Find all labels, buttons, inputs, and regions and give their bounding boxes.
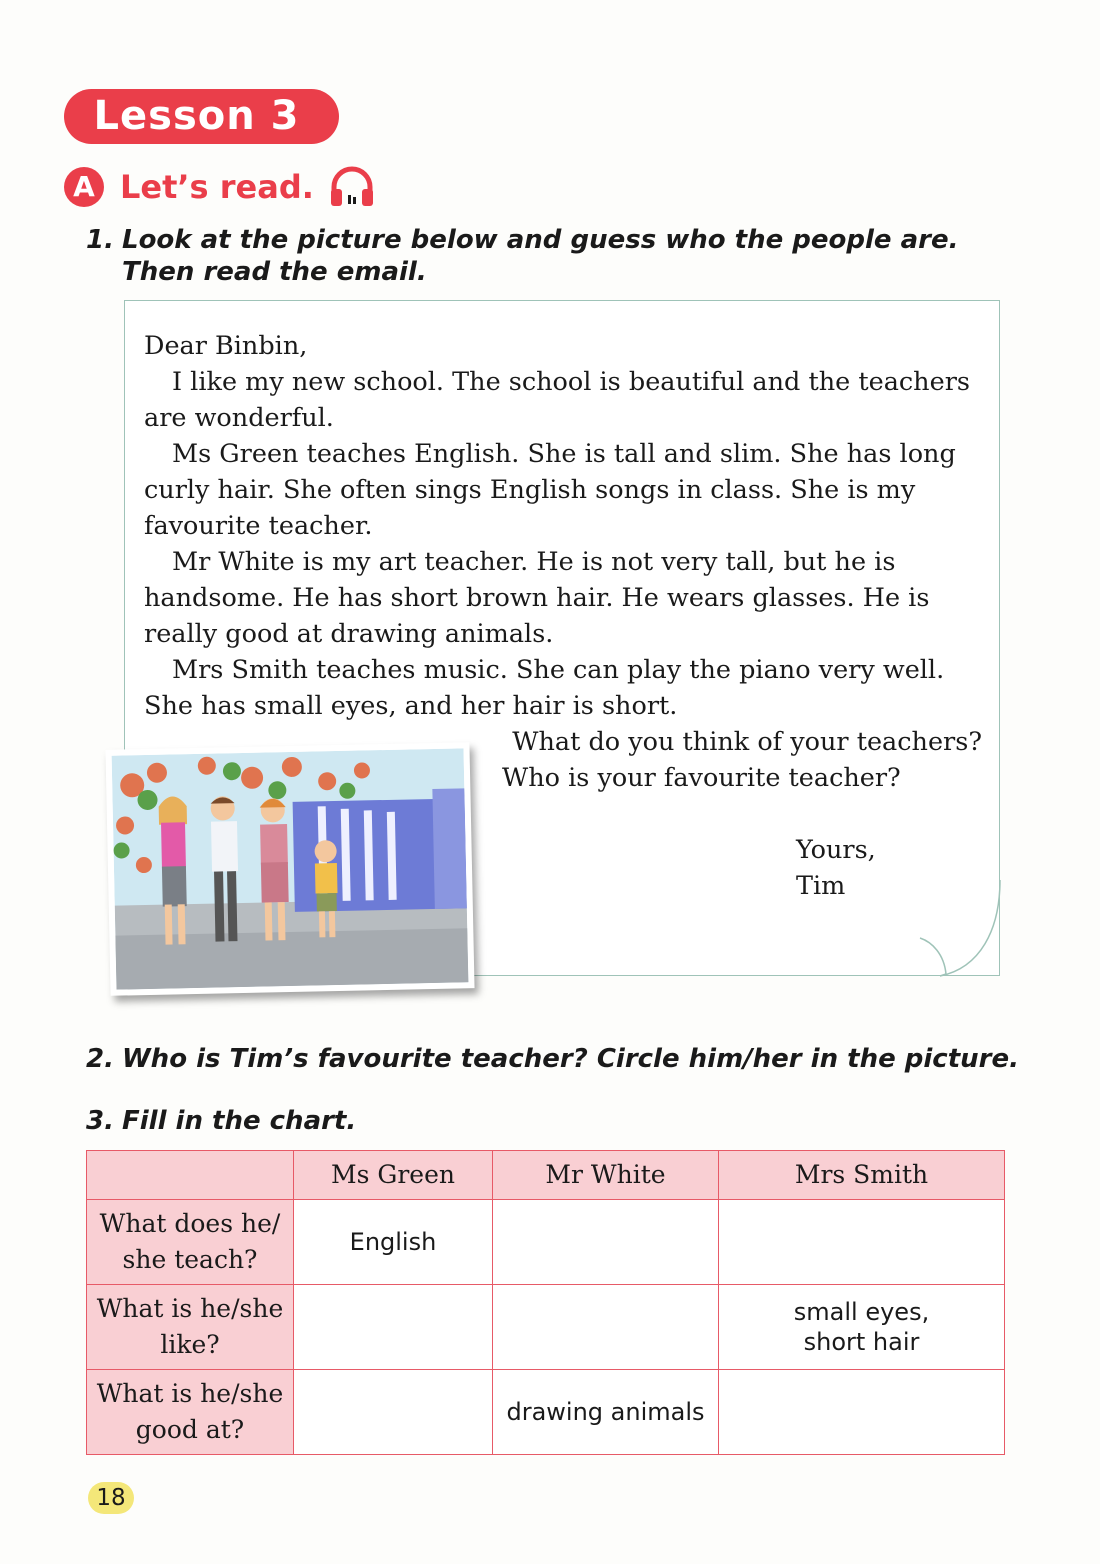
chart-row-label [87,1200,294,1285]
teachers-illustration [112,748,469,989]
chart-answer-cell[interactable] [719,1200,1005,1285]
chart-answer-cell[interactable]: drawing animals [493,1370,719,1455]
row-label-line: good at? [135,1415,245,1444]
row-label-line: What is he/she [96,1294,284,1323]
email-paragraph: Mrs Smith teaches music. She can play the piano very well. She has small eyes, and her hair is short. [144,655,945,721]
chart-answer-cell[interactable] [719,1285,1005,1370]
instruction-2 [86,1044,1019,1074]
chart-header-cell: Ms Green [294,1151,493,1200]
page-number: 18 [88,1482,134,1514]
section-title: Let’s read. [120,168,314,206]
chart-row-label [87,1285,294,1370]
teachers-picture[interactable] [105,742,474,996]
instruction-number: 2. [86,1044,114,1074]
chart-header-cell: Mrs Smith [719,1151,1005,1200]
lesson-title: Lesson 3 [64,89,339,144]
instruction-text: Look at the picture below and guess who the people are. [122,225,959,255]
chart-answer-cell[interactable]: English [294,1200,493,1285]
email-paragraph: I like my new school. The school is beautiful and the teachers are wonderful. [144,367,970,433]
row-label-line: like? [160,1330,220,1359]
row-label-line: What is he/she [96,1379,284,1408]
page-curl-decoration [910,880,1005,980]
headphones-icon[interactable] [328,165,376,209]
instruction-number: 3. [86,1106,114,1136]
instruction-text: Then read the email. [122,257,427,287]
instruction-3 [86,1106,356,1136]
answer-line: short hair [803,1328,920,1356]
chart-row [87,1285,1005,1370]
instruction-1 [86,224,959,288]
chart-answer-cell[interactable] [294,1285,493,1370]
chart-answer-cell[interactable] [294,1370,493,1455]
section-header [64,165,376,209]
answer-line: small eyes, [793,1298,930,1326]
email-paragraph: Mr White is my art teacher. He is not very tall, but he is handsome. He has short brown hair. He wears glasses. He is really good at drawing animals. [144,547,930,649]
email-paragraph: Ms Green teaches English. She is tall and slim. She has long curly hair. She often sings English songs in class. She is my favourite teacher. [144,439,956,541]
fill-in-chart [86,1150,1005,1455]
instruction-text: Fill in the chart. [122,1106,357,1136]
row-label-line: What does he/ [99,1209,281,1238]
chart-header-cell [87,1151,294,1200]
email-greeting: Dear Binbin, [144,331,308,361]
email-signoff [796,832,876,904]
chart-row [87,1370,1005,1455]
chart-answer-cell[interactable] [493,1285,719,1370]
email-question: Who is your favourite teacher? [502,763,901,793]
email-body [144,328,984,724]
email-closing: Yours, [796,835,876,865]
chart-row-label [87,1370,294,1455]
email-signature: Tim [796,871,846,901]
chart-header-cell: Mr White [493,1151,719,1200]
chart-header-row [87,1151,1005,1200]
email-question: What do you think of your teachers? [512,727,982,757]
chart-answer-cell[interactable] [719,1370,1005,1455]
instruction-number: 1. [86,225,114,255]
section-badge: A [64,167,104,207]
instruction-text: Who is Tim’s favourite teacher? Circle him/her in the picture. [122,1044,1019,1074]
chart-row [87,1200,1005,1285]
email-questions [502,724,982,796]
row-label-line: she teach? [122,1245,258,1274]
chart-answer-cell[interactable] [493,1200,719,1285]
